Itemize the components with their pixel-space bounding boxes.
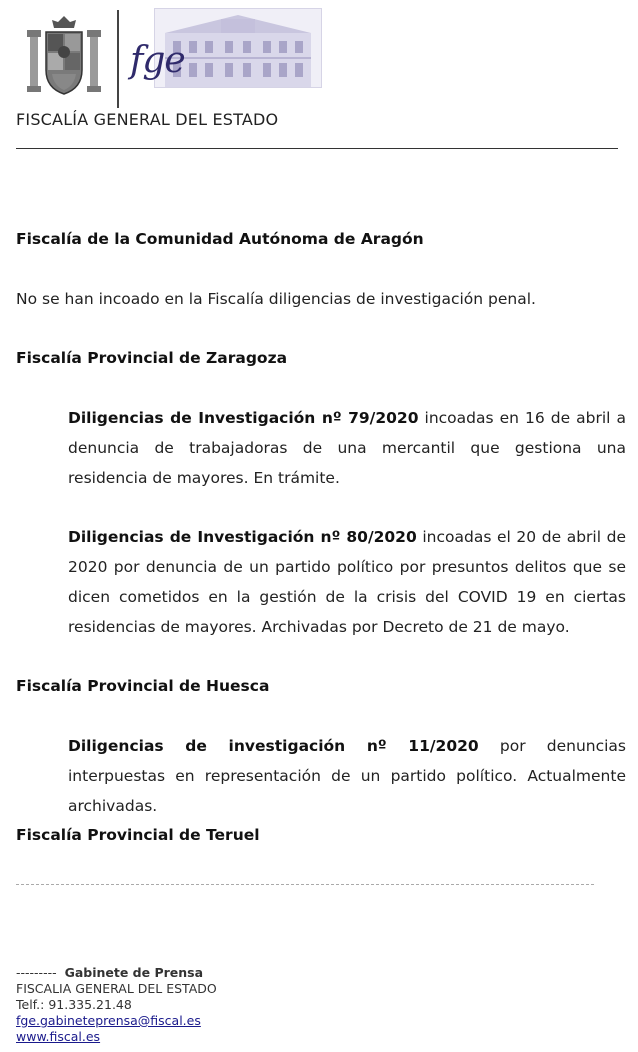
section-heading-zaragoza: Fiscalía Provincial de Zaragoza [16,349,288,367]
section-heading-aragon: Fiscalía de la Comunidad Autónoma de Aragón [16,230,424,248]
zaragoza-item-1-text: incoadas en 16 de abril a denuncia de trabajadoras de una mercantil que gestiona una residencia de mayores. En trámite. [68,409,626,487]
coat-of-arms-icon [24,14,104,98]
section-heading-teruel: Fiscalía Provincial de Teruel [16,826,260,844]
footer-email-line [16,1013,201,1029]
zaragoza-item-1 [68,403,626,493]
footer-phone: Telf.: 91.335.21.48 [16,997,132,1012]
footer-dashes: --------- [16,965,57,980]
zaragoza-item-2-text: incoadas el 20 de abril de 2020 por denuncia de un partido político por presuntos delitos que se dicen cometidos en la gestión de la crisis del COVID 19 en ciertas residencias de mayores. Archivadas por Decreto de 21 de mayo. [68,528,626,636]
aragon-paragraph: No se han incoado en la Fiscalía diligencias de investigación penal. [16,290,536,308]
huesca-item-1-text: por denuncias interpuestas en representación de un partido político. Actualmente archivadas. [68,737,627,815]
zaragoza-item-1-ref: Diligencias de Investigación nº 79/2020 [68,409,419,427]
footer-organization: FISCALIA GENERAL DEL ESTADO [16,981,217,996]
footer-website-line [16,1029,100,1045]
logo-divider [117,10,119,108]
header-logo [20,6,320,108]
header-divider [16,148,618,149]
zaragoza-item-2 [68,522,626,642]
footer-office-line [16,965,203,981]
section-heading-huesca: Fiscalía Provincial de Huesca [16,677,270,695]
footer-office: Gabinete de Prensa [64,965,204,980]
content-end-divider [16,884,594,885]
fge-logo: fge [130,40,185,81]
organization-heading: FISCALÍA GENERAL DEL ESTADO [16,110,279,129]
footer-website-link[interactable]: www.fiscal.es [16,1029,101,1044]
huesca-item-1 [68,731,626,821]
zaragoza-item-2-ref: Diligencias de Investigación nº 80/2020 [68,528,417,546]
footer-email-link[interactable]: fge.gabineteprensa@fiscal.es [16,1013,201,1028]
huesca-item-1-ref: Diligencias de investigación nº 11/2020 [68,737,479,755]
